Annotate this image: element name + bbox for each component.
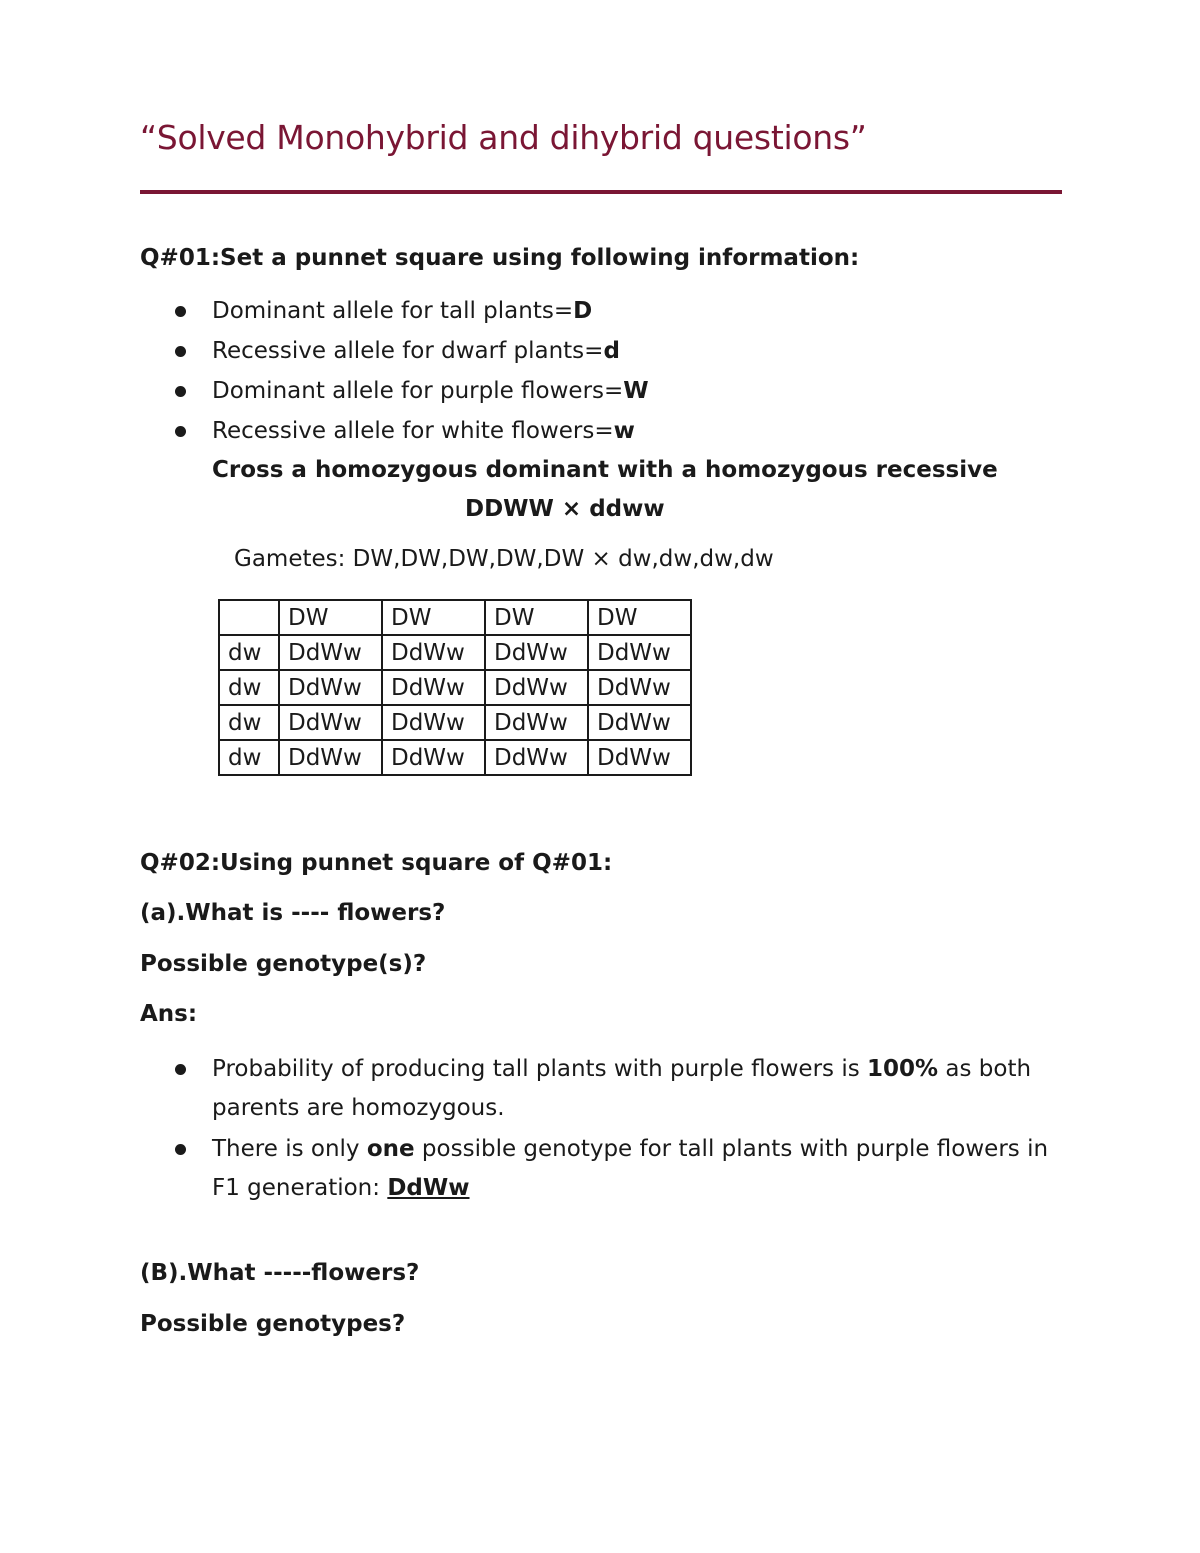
table-cell: dw [219, 635, 279, 670]
cross-formula: DDWW × ddww [465, 496, 665, 522]
table-cell: DdWw [588, 740, 691, 775]
genotype-answer: DdWw [387, 1175, 470, 1201]
q2-genotype-question-b: Possible genotypes? [140, 1311, 406, 1337]
table-cell: DdWw [279, 705, 382, 740]
bullet-icon [175, 346, 186, 357]
table-cell: dw [219, 740, 279, 775]
answer-list [172, 1050, 1072, 1210]
punnet-square [218, 599, 692, 776]
q1-heading: Q#01:Set a punnet square using following information: [140, 245, 860, 271]
bullet-icon [175, 426, 186, 437]
table-row [219, 740, 691, 775]
table-row [219, 635, 691, 670]
list-item: Dominant allele for purple flowers=W [172, 376, 649, 416]
table-cell: DdWw [279, 670, 382, 705]
bullet-icon [175, 306, 186, 317]
bullet-icon [175, 386, 186, 397]
table-cell: DdWw [382, 635, 485, 670]
table-cell: dw [219, 705, 279, 740]
list-item: Probability of producing tall plants with purple flowers is 100% as both parents are homozygous. [172, 1050, 1072, 1128]
list-item: Recessive allele for white flowers=w [172, 416, 649, 456]
list-item: Dominant allele for tall plants=D [172, 296, 649, 336]
table-row [219, 670, 691, 705]
q2-heading: Q#02:Using punnet square of Q#01: [140, 850, 613, 876]
page-title: “Solved Monohybrid and dihybrid questions” [140, 118, 867, 157]
q2-part-a: (a).What is ---- flowers? [140, 900, 446, 926]
table-cell: DW [485, 600, 588, 635]
list-item: There is only one possible genotype for tall plants with purple flowers in F1 generation: DdWw [172, 1130, 1072, 1208]
q2-genotype-question-a: Possible genotype(s)? [140, 951, 427, 977]
table-cell: DW [279, 600, 382, 635]
table-cell: DdWw [588, 635, 691, 670]
cross-description: Cross a homozygous dominant with a homozygous recessive [212, 457, 998, 483]
table-cell [219, 600, 279, 635]
table-cell: DdWw [279, 635, 382, 670]
table-cell: DW [382, 600, 485, 635]
bullet-icon [175, 1144, 186, 1155]
table-cell: DdWw [382, 705, 485, 740]
table-cell: DdWw [588, 670, 691, 705]
table-row [219, 705, 691, 740]
table-cell: DdWw [485, 670, 588, 705]
answer-label: Ans: [140, 1001, 198, 1027]
table-cell: DdWw [485, 635, 588, 670]
table-cell: DW [588, 600, 691, 635]
list-item: Recessive allele for dwarf plants=d [172, 336, 649, 376]
bullet-icon [175, 1064, 186, 1075]
allele-list [172, 296, 649, 456]
title-divider [140, 190, 1062, 194]
table-cell: DdWw [485, 740, 588, 775]
table-cell: dw [219, 670, 279, 705]
table-cell: DdWw [485, 705, 588, 740]
table-cell: DdWw [279, 740, 382, 775]
table-header-row [219, 600, 691, 635]
table-cell: DdWw [588, 705, 691, 740]
q2-part-b: (B).What -----flowers? [140, 1260, 420, 1286]
gametes-line: Gametes: DW,DW,DW,DW,DW × dw,dw,dw,dw [234, 546, 774, 572]
table-cell: DdWw [382, 670, 485, 705]
table-cell: DdWw [382, 740, 485, 775]
